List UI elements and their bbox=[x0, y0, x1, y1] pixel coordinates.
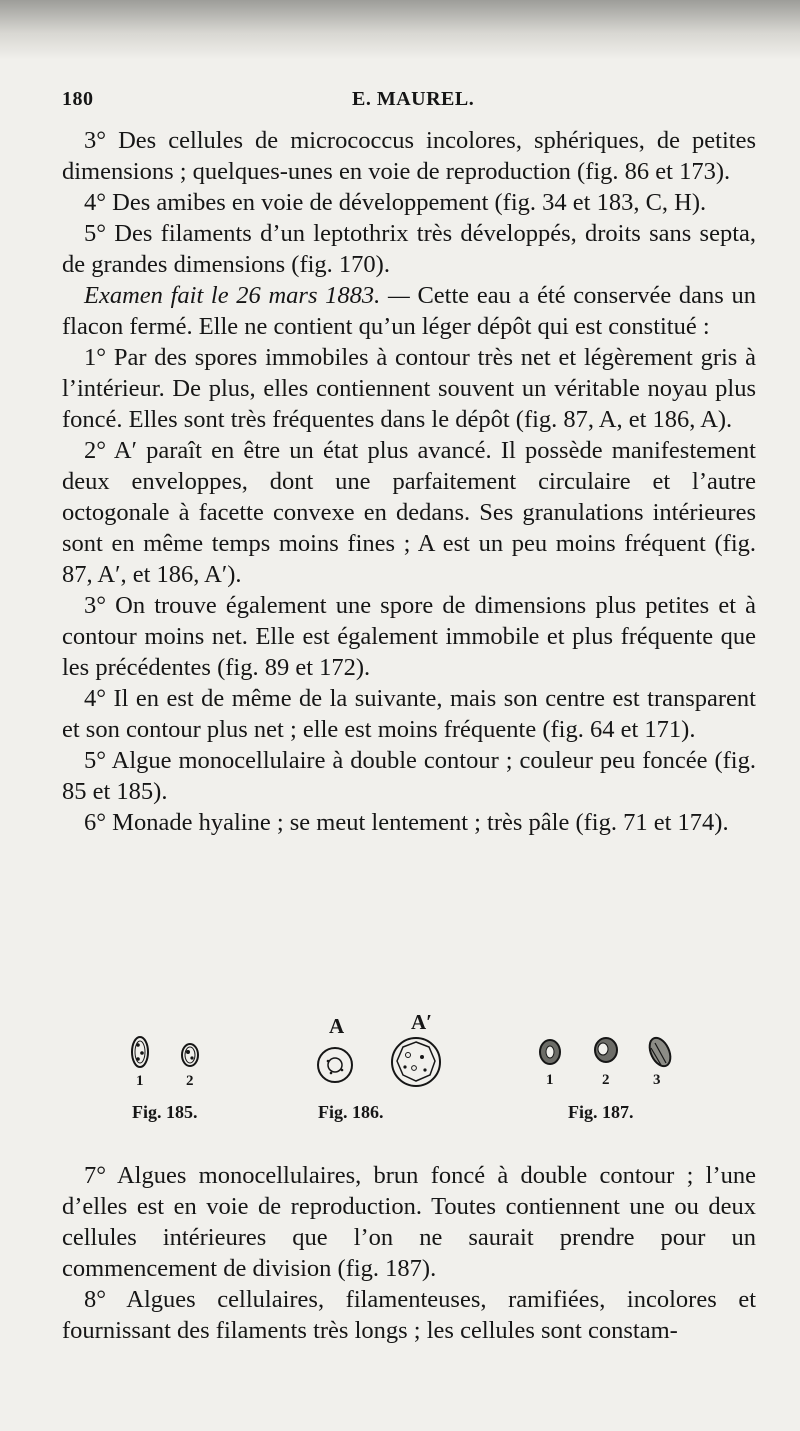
figure-187-label-3: 3 bbox=[653, 1072, 661, 1088]
figure-186-illustration bbox=[300, 1010, 450, 1095]
paragraph-algues-brun: 7° Algues monocellulaires, brun foncé à double contour ; l’une d’elles est en voie de reproduction. Toutes contiennent une ou deux cellules intérieures que l’on ne saurait prendre pour un commencement de division (fig. 187). bbox=[62, 1162, 756, 1282]
paragraph-amibes: 4° Des amibes en voie de développement (fig. 34 et 183, C, H). bbox=[84, 189, 707, 216]
exam-description: Cette eau a été conservée dans un flacon fermé. Elle ne contient qu’un léger dépôt qui est constitué : bbox=[62, 282, 757, 340]
figure-187 bbox=[510, 1010, 670, 1130]
figure-185-caption: Fig. 185. bbox=[132, 1102, 198, 1122]
paragraph-suivante: 4° Il en est de même de la suivante, mais son centre est transparent et son contour plus net ; elle est moins fréquente (fig. 64 et 171). bbox=[62, 685, 756, 743]
paragraph-algues-cellulaires: 8° Algues cellulaires, filamenteuses, ramifiées, incolores et fournissant des filaments très longs ; les cellules sont constam- bbox=[62, 1286, 756, 1344]
figure-186-label-a: A bbox=[329, 1014, 345, 1038]
scanned-page-edge bbox=[0, 0, 800, 60]
paragraph-monade-hyaline: 6° Monade hyaline ; se meut lentement ; très pâle (fig. 71 et 174). bbox=[84, 809, 729, 836]
figure-187-illustration bbox=[510, 1010, 670, 1090]
paragraph-algue-monocellulaire: 5° Algue monocellulaire à double contour ; couleur peu foncée (fig. 85 et 185). bbox=[62, 747, 756, 805]
paragraph-examen bbox=[62, 280, 756, 342]
page-number: 180 bbox=[62, 88, 94, 110]
paragraph-leptothrix: 5° Des filaments d’un leptothrix très développés, droits sans septa, de grandes dimensions (fig. 170). bbox=[62, 220, 756, 278]
figure-186-label-a-prime: A′ bbox=[411, 1010, 433, 1034]
figure-185-label-1: 1 bbox=[136, 1073, 144, 1089]
paragraph-micrococcus: 3° Des cellules de micrococcus incolores, sphériques, de petites dimensions ; quelques-unes en voie de reproduction (fig. 86 et 173). bbox=[62, 127, 756, 185]
exam-lead: Examen fait le 26 mars 1883. — bbox=[84, 282, 410, 309]
paragraph-spore-petite: 3° On trouve également une spore de dimensions plus petites et à contour moins net. Elle est également immobile et plus fréquente que les précédentes (fig. 89 et 172). bbox=[62, 592, 756, 681]
figure-187-caption: Fig. 187. bbox=[568, 1102, 634, 1122]
figure-185-illustration bbox=[130, 1010, 240, 1090]
figure-186 bbox=[300, 1010, 450, 1130]
lower-text-block bbox=[62, 1160, 756, 1346]
paragraph-spores-immobiles: 1° Par des spores immobiles à contour très net et légèrement gris à l’intérieur. De plus, elles contiennent souvent un véritable noyau plus foncé. Elles sont très fréquentes dans le dépôt (fig. 87, A, et 186, A). bbox=[62, 344, 756, 433]
figure-187-label-1: 1 bbox=[546, 1072, 554, 1088]
paragraph-etat-avance: 2° A′ paraît en être un état plus avancé. Il possède manifestement deux enveloppes, dont une parfaitement circulaire et l’autre octogonale à facette convexe en dedans. Ses granulations intérieures sont en même temps moins fines ; A est un peu moins fréquent (fig. 87, A′, et 186, A′). bbox=[62, 437, 756, 588]
running-head: E. MAUREL. bbox=[352, 88, 475, 110]
figure-185-label-2: 2 bbox=[186, 1073, 194, 1089]
figure-186-caption: Fig. 186. bbox=[318, 1102, 384, 1122]
upper-text-block bbox=[62, 125, 756, 838]
page-header bbox=[62, 88, 762, 118]
figure-185 bbox=[130, 1010, 240, 1130]
figure-187-label-2: 2 bbox=[602, 1072, 610, 1088]
figure-strip bbox=[90, 1010, 730, 1130]
